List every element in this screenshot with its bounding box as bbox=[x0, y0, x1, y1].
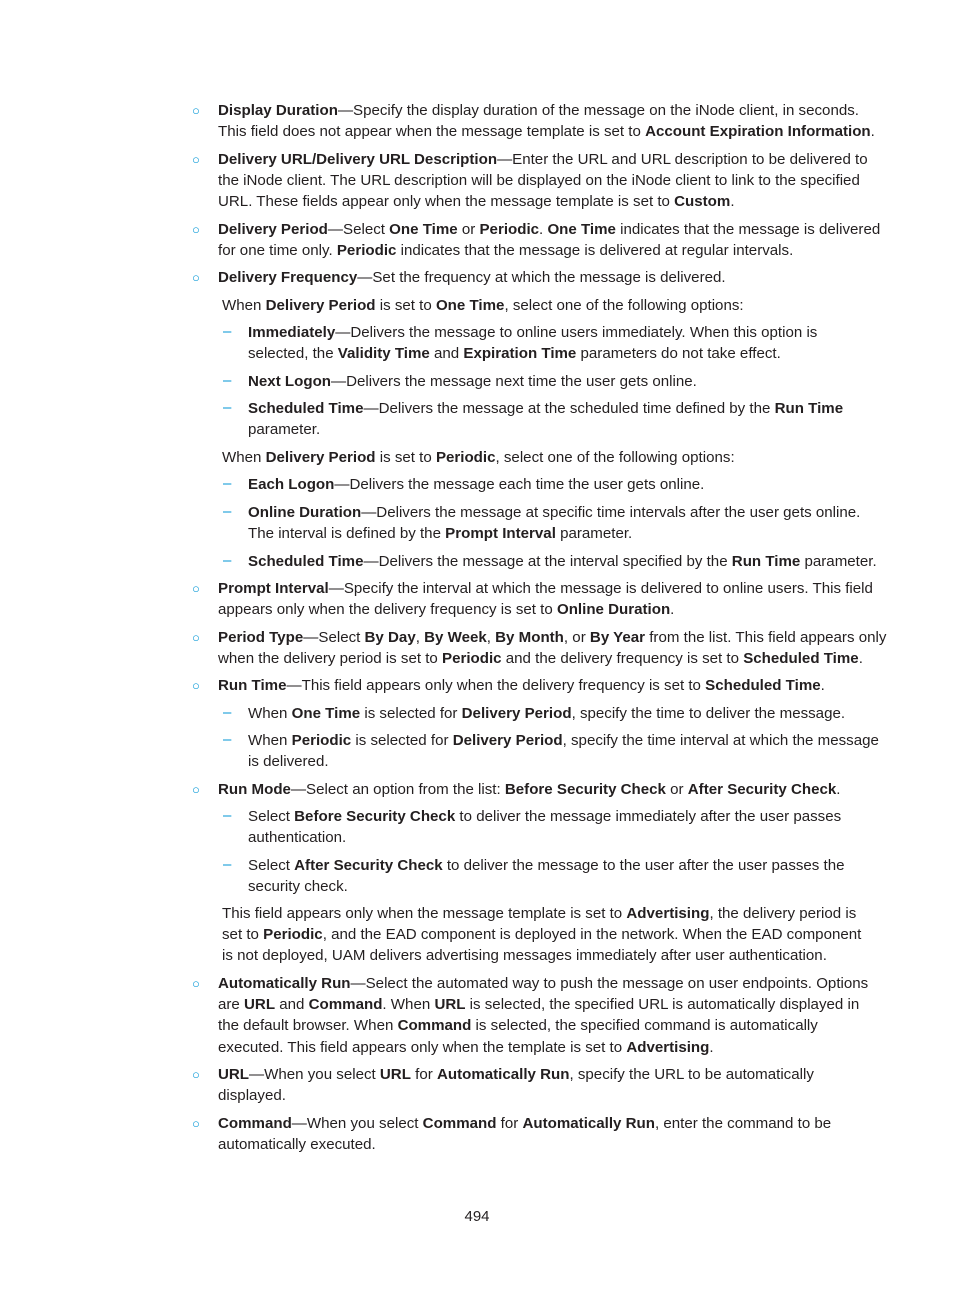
text-run: security check. bbox=[248, 878, 348, 896]
bold-term: Run Mode bbox=[218, 781, 291, 798]
circle-bullet-icon: ○ bbox=[192, 976, 200, 991]
text-run: —Delivers the message at specific time intervals after the user gets online. bbox=[361, 504, 861, 521]
bold-term: Before Security Check bbox=[504, 781, 666, 798]
text-line bbox=[222, 447, 868, 468]
text-run: parameter. bbox=[248, 421, 321, 439]
bold-term: After Security Check bbox=[294, 857, 443, 874]
dash-bullet-icon: – bbox=[223, 372, 232, 389]
text-run: authentication. bbox=[248, 829, 347, 847]
text-run: is selected, the specified command is automatically bbox=[471, 1017, 818, 1035]
bold-term: Advertising bbox=[626, 905, 710, 922]
text-run: for one time only. bbox=[218, 242, 337, 260]
bold-term: Before Security Check bbox=[294, 808, 456, 825]
text-run: selected, the bbox=[248, 345, 338, 363]
bold-term: Prompt Interval bbox=[218, 580, 329, 597]
bold-term: Periodic bbox=[336, 242, 397, 260]
text-run: the iNode client. The URL description will be displayed on the iNode client to link to the specified bbox=[218, 172, 860, 190]
text-run: the default browser. When bbox=[218, 1017, 398, 1035]
text-run: —Select an option from the list: bbox=[290, 781, 505, 798]
text-run: parameter. bbox=[800, 553, 877, 570]
text-run: —Delivers the message at the interval specified by the bbox=[363, 553, 732, 570]
text-line bbox=[248, 703, 868, 724]
bold-term: Scheduled Time bbox=[248, 400, 364, 417]
text-run: is selected, the specified URL is automatically displayed in bbox=[465, 996, 860, 1014]
bold-term: After Security Check bbox=[687, 781, 837, 798]
text-run: —Select bbox=[303, 629, 365, 646]
text-run: is set to bbox=[375, 297, 436, 314]
text-line bbox=[218, 1037, 868, 1058]
bold-term: Delivery Period bbox=[265, 297, 376, 314]
bold-term: Periodic bbox=[263, 926, 323, 944]
text-line bbox=[248, 343, 868, 364]
text-run: , and the EAD component is deployed in the network. When the EAD component bbox=[322, 926, 862, 944]
text-run: This field appears only when the message template is set to bbox=[222, 905, 627, 922]
text-line bbox=[218, 1015, 868, 1036]
dash-sub-item bbox=[248, 322, 868, 364]
text-run: , select one of the following options: bbox=[495, 449, 735, 466]
bold-term: URL bbox=[218, 1066, 250, 1083]
text-run: —Enter the URL and URL description to be delivered to bbox=[497, 151, 868, 168]
bullet-item bbox=[218, 219, 881, 261]
text-run: When bbox=[222, 449, 266, 466]
bullet-item bbox=[218, 1113, 868, 1155]
circle-bullet-icon: ○ bbox=[192, 103, 200, 118]
text-line bbox=[248, 371, 868, 392]
bullet-item bbox=[218, 267, 868, 288]
text-line bbox=[222, 295, 868, 316]
text-line bbox=[222, 945, 868, 966]
bold-term: Period Type bbox=[218, 629, 304, 646]
text-run: displayed. bbox=[218, 1087, 286, 1105]
text-run: . bbox=[709, 1038, 714, 1056]
bold-term: Periodic bbox=[291, 732, 352, 749]
bold-term: URL bbox=[244, 996, 276, 1014]
text-run: is set to bbox=[375, 449, 436, 466]
bullet-item bbox=[218, 973, 868, 1058]
bold-term: Custom bbox=[674, 193, 731, 211]
text-run: —When you select bbox=[291, 1115, 423, 1132]
text-run: —Set the frequency at which the message is delivered. bbox=[357, 269, 726, 286]
text-run: . When bbox=[382, 996, 435, 1014]
text-line bbox=[222, 903, 868, 924]
bold-term: Command bbox=[397, 1017, 472, 1035]
text-run: When bbox=[222, 297, 266, 314]
text-run: are bbox=[218, 996, 245, 1014]
bold-term: Next Logon bbox=[248, 373, 332, 390]
text-run: Select bbox=[248, 857, 295, 874]
text-line bbox=[218, 779, 868, 800]
bold-term: By Week bbox=[424, 629, 487, 646]
text-run: . bbox=[730, 193, 735, 211]
text-run: parameters do not take effect. bbox=[576, 345, 781, 363]
bold-term: URL bbox=[434, 996, 466, 1014]
bold-term: Display Duration bbox=[218, 102, 338, 119]
text-line bbox=[248, 502, 868, 523]
text-run: —Specify the interval at which the message is delivered to online users. This field bbox=[328, 580, 873, 597]
bold-term: Scheduled Time bbox=[248, 553, 364, 570]
bold-term: Online Duration bbox=[556, 601, 671, 619]
body-paragraph bbox=[222, 903, 868, 967]
text-run: for bbox=[496, 1115, 523, 1132]
bullet-item bbox=[218, 149, 868, 213]
bold-term: Delivery URL/Delivery URL Description bbox=[218, 151, 498, 168]
bold-term: Scheduled Time bbox=[705, 677, 821, 694]
circle-bullet-icon: ○ bbox=[192, 222, 200, 237]
text-run: automatically executed. bbox=[218, 1136, 376, 1154]
bold-term: One Time bbox=[389, 221, 458, 238]
circle-bullet-icon: ○ bbox=[192, 581, 200, 596]
bold-term: Immediately bbox=[248, 324, 336, 341]
bold-term: One Time bbox=[291, 705, 361, 722]
bold-term: Prompt Interval bbox=[445, 525, 556, 543]
text-line bbox=[218, 994, 868, 1015]
circle-bullet-icon: ○ bbox=[192, 782, 200, 797]
text-run: is selected for bbox=[360, 705, 462, 722]
bold-term: Periodic bbox=[435, 449, 496, 466]
text-run: . bbox=[870, 123, 875, 141]
text-line bbox=[218, 121, 875, 142]
text-line bbox=[218, 599, 868, 620]
text-run: —This field appears only when the delivery frequency is set to bbox=[286, 677, 706, 694]
bold-term: Account Expiration Information bbox=[645, 123, 871, 141]
text-run: —Select bbox=[327, 221, 390, 238]
dash-sub-item bbox=[248, 474, 868, 495]
text-line bbox=[248, 806, 868, 827]
bold-term: URL bbox=[379, 1066, 411, 1083]
text-run: to deliver the message to the user after the user passes the bbox=[442, 857, 845, 874]
circle-bullet-icon: ○ bbox=[192, 678, 200, 693]
dash-sub-item bbox=[248, 730, 879, 772]
text-line bbox=[248, 751, 868, 772]
text-run: indicates that the message is delivered at regular intervals. bbox=[396, 242, 794, 260]
text-run: from the list. This field appears only bbox=[645, 629, 887, 646]
text-run: —When you select bbox=[249, 1066, 380, 1083]
bold-term: Each Logon bbox=[248, 476, 335, 493]
dash-bullet-icon: – bbox=[223, 552, 232, 569]
text-run: and the delivery frequency is set to bbox=[501, 650, 744, 668]
bold-term: Command bbox=[308, 996, 383, 1014]
bold-term: Automatically Run bbox=[436, 1066, 570, 1083]
text-run: indicates that the message is delivered bbox=[615, 221, 881, 238]
text-run: to deliver the message immediately after the user passes bbox=[455, 808, 842, 825]
text-line bbox=[248, 398, 868, 419]
text-run: or bbox=[665, 781, 688, 798]
circle-bullet-icon: ○ bbox=[192, 152, 200, 167]
text-line bbox=[218, 149, 868, 170]
text-run: . bbox=[858, 650, 863, 668]
text-line bbox=[218, 1113, 868, 1134]
text-line bbox=[218, 240, 868, 261]
bold-term: One Time bbox=[435, 297, 505, 314]
text-run: , enter the command to be bbox=[655, 1115, 832, 1132]
text-run: parameter. bbox=[555, 525, 633, 543]
bold-term: One Time bbox=[547, 221, 616, 238]
text-run: . bbox=[670, 601, 675, 619]
text-run: —Delivers the message to online users immediately. When this option is bbox=[335, 324, 818, 341]
bold-term: Command bbox=[422, 1115, 497, 1132]
bullet-item bbox=[218, 578, 873, 620]
text-run: . bbox=[539, 221, 548, 238]
dash-sub-item bbox=[248, 371, 868, 392]
dash-bullet-icon: – bbox=[223, 399, 232, 416]
dash-sub-item bbox=[248, 398, 868, 440]
text-run: appears only when the delivery frequency is set to bbox=[218, 601, 557, 619]
bold-term: Delivery Period bbox=[218, 221, 328, 238]
text-line bbox=[218, 973, 868, 994]
text-run: is not deployed, UAM delivers advertising messages immediately after user authentication. bbox=[222, 947, 827, 965]
text-run: for bbox=[410, 1066, 437, 1083]
bold-term: Expiration Time bbox=[463, 345, 577, 363]
bold-term: Run Time bbox=[731, 553, 801, 570]
text-run: When bbox=[248, 705, 292, 722]
text-run: URL. These fields appear only when the message template is set to bbox=[218, 193, 675, 211]
text-line bbox=[218, 648, 868, 669]
text-run: and bbox=[429, 345, 464, 363]
dash-bullet-icon: – bbox=[223, 731, 232, 748]
text-line bbox=[218, 267, 868, 288]
text-line bbox=[218, 191, 868, 212]
bullet-item bbox=[218, 100, 875, 142]
dash-bullet-icon: – bbox=[223, 323, 232, 340]
text-run: , select one of the following options: bbox=[504, 297, 744, 314]
bold-term: Delivery Period bbox=[265, 449, 376, 466]
text-line bbox=[218, 1085, 868, 1106]
text-line bbox=[218, 219, 881, 240]
bold-term: Delivery Period bbox=[452, 732, 563, 749]
text-line bbox=[248, 322, 868, 343]
text-run: —Delivers the message next time the user gets online. bbox=[331, 373, 697, 390]
bold-term: Run Time bbox=[218, 677, 287, 694]
dash-bullet-icon: – bbox=[223, 475, 232, 492]
text-run: . bbox=[836, 781, 841, 798]
text-line bbox=[248, 855, 868, 876]
text-line bbox=[248, 474, 868, 495]
text-run: —Delivers the message at the scheduled time defined by the bbox=[363, 400, 775, 417]
text-run: executed. This field appears only when the template is set to bbox=[218, 1038, 627, 1056]
text-run: , specify the URL to be automatically bbox=[569, 1066, 814, 1083]
text-line bbox=[218, 100, 868, 121]
text-line bbox=[218, 675, 868, 696]
bullet-item bbox=[218, 1064, 868, 1106]
bold-term: Validity Time bbox=[337, 345, 430, 363]
dash-bullet-icon: – bbox=[223, 807, 232, 824]
bullet-item bbox=[218, 779, 868, 800]
dash-sub-item bbox=[248, 806, 868, 848]
text-run: , specify the time to deliver the message. bbox=[571, 705, 846, 722]
text-run: , or bbox=[563, 629, 590, 646]
body-paragraph bbox=[222, 447, 868, 468]
bold-term: Delivery Period bbox=[461, 705, 572, 722]
text-run: —Delivers the message each time the user gets online. bbox=[334, 476, 705, 493]
text-line bbox=[248, 523, 868, 544]
text-run: —Specify the display duration of the message on the iNode client, in seconds. bbox=[337, 102, 859, 119]
circle-bullet-icon: ○ bbox=[192, 1116, 200, 1131]
text-run: This field does not appear when the message template is set to bbox=[218, 123, 646, 141]
text-line bbox=[248, 827, 868, 848]
text-line bbox=[248, 730, 879, 751]
text-run: Select bbox=[248, 808, 295, 825]
bold-term: Periodic bbox=[442, 650, 502, 668]
text-run: is selected for bbox=[351, 732, 453, 749]
text-line bbox=[218, 627, 887, 648]
dash-bullet-icon: – bbox=[223, 503, 232, 520]
bullet-item bbox=[218, 627, 887, 669]
text-run: The interval is defined by the bbox=[248, 525, 446, 543]
dash-sub-item bbox=[248, 551, 877, 572]
text-line bbox=[248, 419, 868, 440]
text-line bbox=[218, 578, 873, 599]
text-run: is delivered. bbox=[248, 753, 329, 771]
bold-term: Online Duration bbox=[248, 504, 362, 521]
text-run: . bbox=[820, 677, 825, 694]
body-paragraph bbox=[222, 295, 868, 316]
bold-term: Command bbox=[218, 1115, 292, 1132]
text-run: When bbox=[248, 732, 292, 749]
dash-sub-item bbox=[248, 703, 868, 724]
bold-term: Periodic bbox=[479, 221, 540, 238]
circle-bullet-icon: ○ bbox=[192, 270, 200, 285]
text-run: , the delivery period is bbox=[709, 905, 857, 922]
dash-bullet-icon: – bbox=[223, 704, 232, 721]
bold-term: Advertising bbox=[626, 1038, 710, 1056]
text-line bbox=[222, 924, 868, 945]
bold-term: By Year bbox=[589, 629, 646, 646]
text-line bbox=[218, 170, 868, 191]
text-run: when the delivery period is set to bbox=[218, 650, 443, 668]
circle-bullet-icon: ○ bbox=[192, 630, 200, 645]
text-line bbox=[248, 876, 868, 897]
text-line bbox=[218, 1134, 868, 1155]
bullet-item bbox=[218, 675, 868, 696]
page-number: 494 bbox=[464, 1208, 490, 1225]
circle-bullet-icon: ○ bbox=[192, 1067, 200, 1082]
bold-term: Scheduled Time bbox=[743, 650, 859, 668]
text-run: , specify the time interval at which the message bbox=[562, 732, 879, 749]
text-run: , bbox=[486, 629, 496, 646]
text-run: or bbox=[457, 221, 480, 238]
dash-sub-item bbox=[248, 855, 868, 897]
bold-term: Run Time bbox=[774, 400, 844, 417]
text-run: and bbox=[275, 996, 309, 1014]
dash-bullet-icon: – bbox=[223, 856, 232, 873]
text-run: , bbox=[415, 629, 425, 646]
text-line bbox=[248, 551, 877, 572]
bold-term: Automatically Run bbox=[522, 1115, 655, 1132]
bold-term: By Month bbox=[495, 629, 564, 646]
dash-sub-item bbox=[248, 502, 868, 544]
text-run: —Select the automated way to push the message on user endpoints. Options bbox=[350, 975, 869, 992]
bold-term: By Day bbox=[364, 629, 416, 646]
text-line bbox=[218, 1064, 868, 1085]
bold-term: Delivery Frequency bbox=[218, 269, 358, 286]
bold-term: Automatically Run bbox=[218, 975, 351, 992]
text-run: set to bbox=[222, 926, 264, 944]
